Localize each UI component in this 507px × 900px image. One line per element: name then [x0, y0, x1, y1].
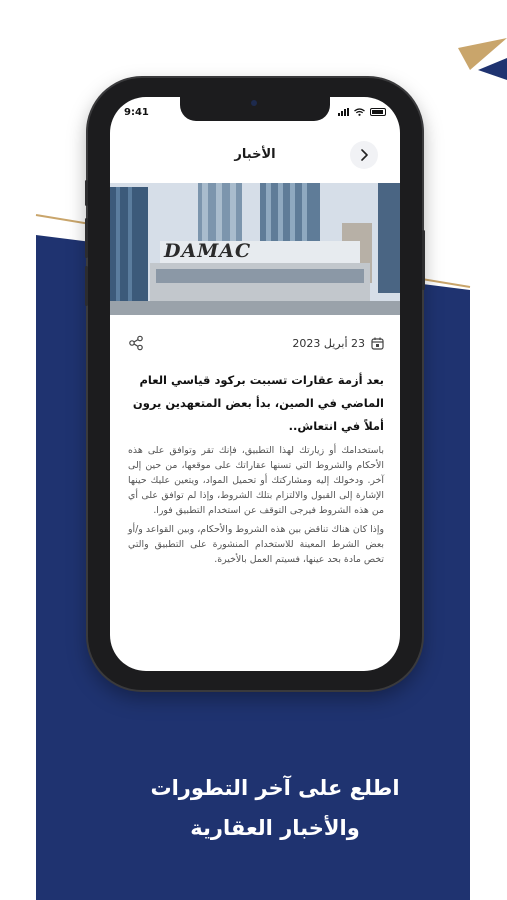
hero-logo-text: DAMAC	[164, 240, 252, 262]
chevron-right-icon	[359, 149, 369, 161]
share-button[interactable]	[128, 335, 144, 355]
building-illustration	[110, 183, 400, 315]
article-meta	[128, 335, 384, 355]
article-image	[110, 183, 400, 315]
phone-side-button	[85, 180, 88, 206]
article-date	[292, 337, 384, 350]
phone-volume-up	[85, 218, 88, 258]
article-paragraph: وإذا كان هناك تناقض بين هذه الشروط والأحكام، وبين القواعد و/أو بعض الشرط المعينة للاستخدام المنشورة على التطبيق والتي تخص مادة بحد عينها، فسيتم العمل بالأخيرة.	[128, 524, 384, 565]
phone-power-button	[422, 230, 425, 290]
page-title: الأخبار	[234, 147, 276, 162]
date-text: 23 أبريل 2023	[292, 337, 365, 350]
status-time: 9:41	[124, 107, 149, 118]
article-title: بعد أزمة عقارات تسببت بركود قياسي العام الماضي في الصين، بدأ بعض المتعهدين يرون أملاً في انتعاش..	[132, 373, 384, 433]
promo-line-1: اطلع على آخر التطورات	[150, 776, 400, 800]
article-paragraph: باستخدامك أو زيارتك لهذا التطبيق، فإنك تقر وتوافق على هذه الأحكام والشروط التي تسنها عقاراتك على موقعها، من حين إلى آخر. ودخولك إليه ومشاركتك أو تحميل المواد، ويتعين عليك حينها الإشارة إلى القبول والالتزام بتلك الشروط، وإذا لم توافق على أي من هذه الشروط فيرجى التوقف عن استخدام التطبيق فورا.	[128, 445, 384, 516]
promo-caption	[95, 768, 455, 848]
status-icons	[338, 108, 386, 116]
promo-line-2: والأخبار العقارية	[190, 816, 360, 840]
wifi-icon	[354, 108, 365, 116]
phone-screen	[110, 97, 400, 671]
phone-volume-down	[85, 266, 88, 306]
share-icon	[128, 335, 144, 351]
article-body	[128, 443, 384, 571]
battery-icon	[370, 108, 386, 116]
back-button[interactable]	[350, 141, 378, 169]
phone-notch	[180, 97, 330, 121]
brand-mark-navy	[478, 58, 507, 80]
calendar-icon	[371, 337, 384, 350]
signal-icon	[338, 108, 349, 116]
